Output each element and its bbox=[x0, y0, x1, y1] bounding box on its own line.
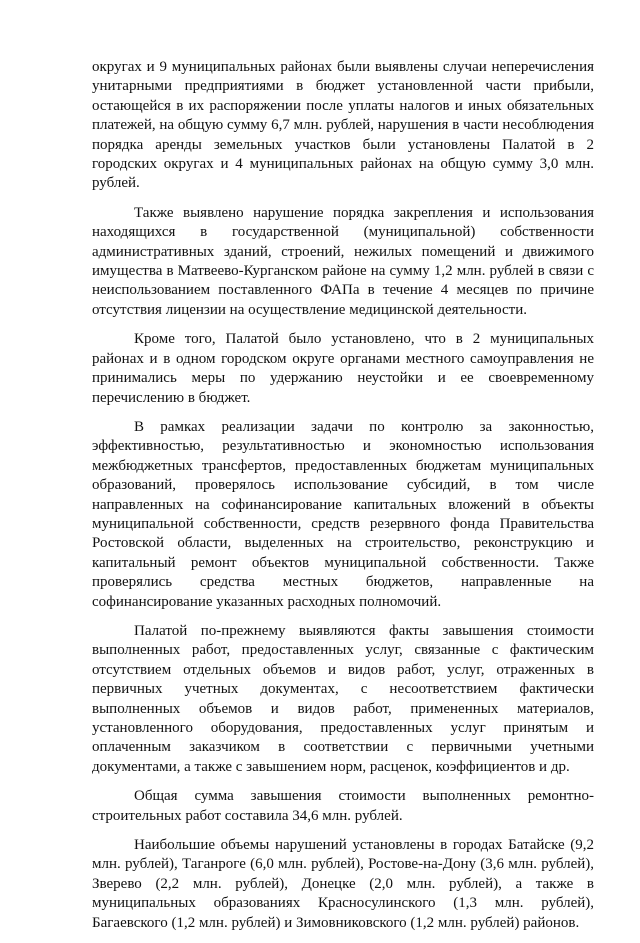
paragraph-penalty-measures: Кроме того, Палатой было установлено, что в 2 муниципальных районах и в одном городском округе органами местного самоуправления не принимались меры по удержанию неустойки и ее своевременному перечислению в бюджет. bbox=[92, 331, 594, 406]
document-page bbox=[92, 58, 594, 943]
paragraph-largest-violations: Наибольшие объемы нарушений установлены в городах Батайске (9,2 млн. рублей), Таганроге (6,0 млн. рублей), Ростове-на-Дону (3,6 млн. рублей), Зверево (2,2 млн. рублей), Донецке (2,0 млн. рублей), а также в муниципальных образованиях Красносулинского (1,3 млн. рублей), Багаевского (1,2 млн. рублей) и Зимовниковского (1,2 млн. рублей) районов. bbox=[92, 837, 594, 931]
paragraph-continuation: округах и 9 муниципальных районах были выявлены случаи неперечисления унитарными предприятиями в бюджет установленной части прибыли, остающейся в их распоряжении после уплаты налогов и иных обязательных платежей, на общую сумму 6,7 млн. рублей, нарушения в части несоблюдения порядка аренды земельных участков были установлены Палатой в 2 городских округах и 4 муниципальных районах на общую сумму 3,0 млн. рублей. bbox=[92, 59, 594, 192]
paragraph-cost-overstatement: Палатой по-прежнему выявляются факты завышения стоимости выполненных работ, предоставленных услуг, связанные с фактическим отсутствием отдельных объемов и видов работ, услуг, отраженных в первичных учетных документах, с несоответствием фактически выполненных объемов и видов работ, примененных материалов, установленного оборудования, предоставленных услуг принятым и оплаченным заказчиком в соответствии с первичными учетными документами, а также с завышением норм, расценок, коэффициентов и др. bbox=[92, 622, 594, 775]
paragraph-total-overstatement: Общая сумма завышения стоимости выполненных ремонтно-строительных работ составила 34,6 млн. рублей. bbox=[92, 788, 594, 824]
paragraph-interbudget-transfers: В рамках реализации задачи по контролю за законностью, эффективностью, результативностью и экономностью использования межбюджетных трансфертов, предоставленных бюджетам муниципальных образований, проверялось использование субсидий, в том числе направленных на софинансирование капитальных вложений в объекты муниципальной собственности, средств резервного фонда Правительства Ростовской области, выделенных на строительство, реконструкцию и капитальный ремонт объектов муниципальной собственности. Также проверялись средства местных бюджетов, направленные на софинансирование указанных расходных полномочий. bbox=[92, 418, 594, 610]
paragraph-property-violation: Также выявлено нарушение порядка закрепления и использования находящихся в государственной (муниципальной) собственности административных зданий, строений, нежилых помещений и движимого имущества в Матвеево-Курганском районе на сумму 1,2 млн. рублей в связи с неиспользованием поставленного ФАПа в течение 4 месяцев по причине отсутствия лицензии на осуществление медицинской деятельности. bbox=[92, 204, 594, 318]
